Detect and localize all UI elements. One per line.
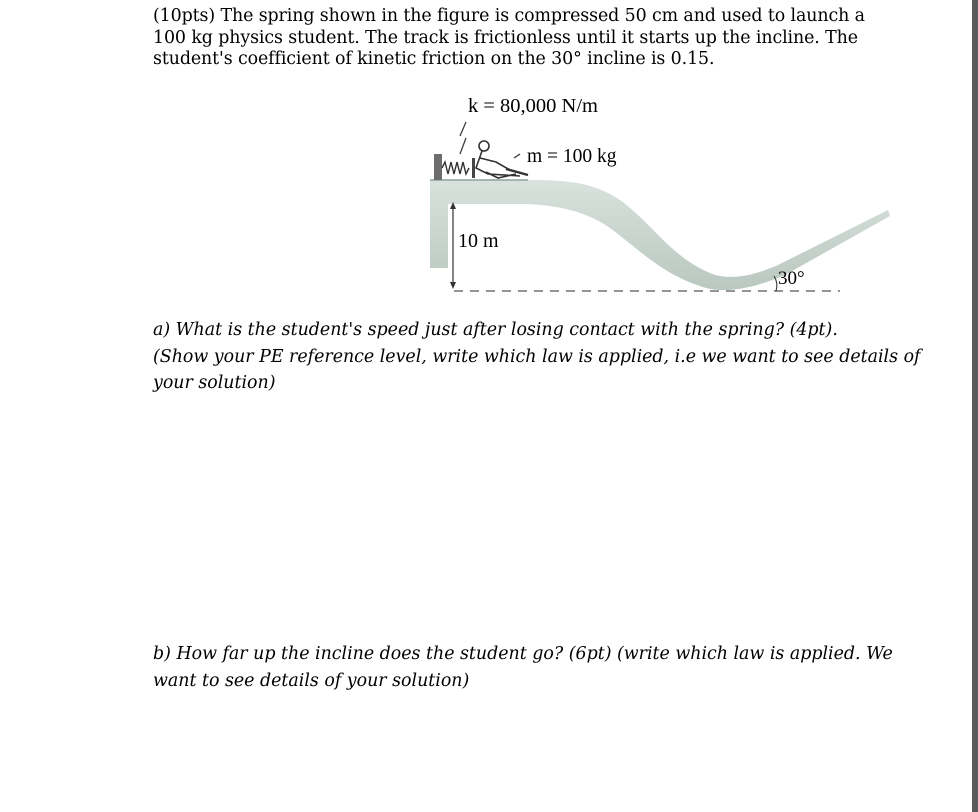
- question-b: [153, 641, 893, 694]
- question-a-line-1: a) What is the student's speed just after losing contact with the spring? (4pt).: [153, 320, 838, 340]
- problem-statement: [153, 6, 873, 71]
- m-leader-line: [514, 154, 520, 158]
- angle-label: 30°: [778, 268, 805, 289]
- problem-line-1: (10pts) The spring shown in the figure is compressed 50 cm and used to launch a: [153, 6, 865, 26]
- question-a-line-3: your solution): [153, 373, 276, 393]
- spring-track-figure: [420, 88, 900, 303]
- spring-constant-label: k = 80,000 N/m: [468, 95, 599, 117]
- question-a-line-2: (Show your PE reference level, write which law is applied, i.e we want to see details of: [153, 346, 921, 367]
- track-surface: [430, 180, 890, 290]
- height-label: 10 m: [458, 230, 499, 252]
- figure-svg: [420, 88, 900, 303]
- spring-coil: [442, 162, 469, 174]
- k-leader-line-2: [460, 122, 466, 136]
- spring-plate: [472, 158, 475, 178]
- problem-line-3: student's coefficient of kinetic friction on the 30° incline is 0.15.: [153, 49, 715, 69]
- question-b-line-1: b) How far up the incline does the student go? (6pt) (write which law is applied. We: [153, 644, 893, 664]
- problem-line-2: 100 kg physics student. The track is frictionless until it starts up the incline. The: [153, 27, 858, 48]
- viewer-right-edge: [972, 0, 978, 812]
- k-leader-line: [460, 138, 466, 154]
- question-b-line-2: want to see details of your solution): [153, 670, 470, 691]
- student-figure: [476, 141, 528, 178]
- question-a: [153, 317, 921, 397]
- mass-label: m = 100 kg: [527, 146, 617, 167]
- spring-wall: [434, 154, 442, 180]
- height-arrow-head-bottom: [450, 282, 456, 289]
